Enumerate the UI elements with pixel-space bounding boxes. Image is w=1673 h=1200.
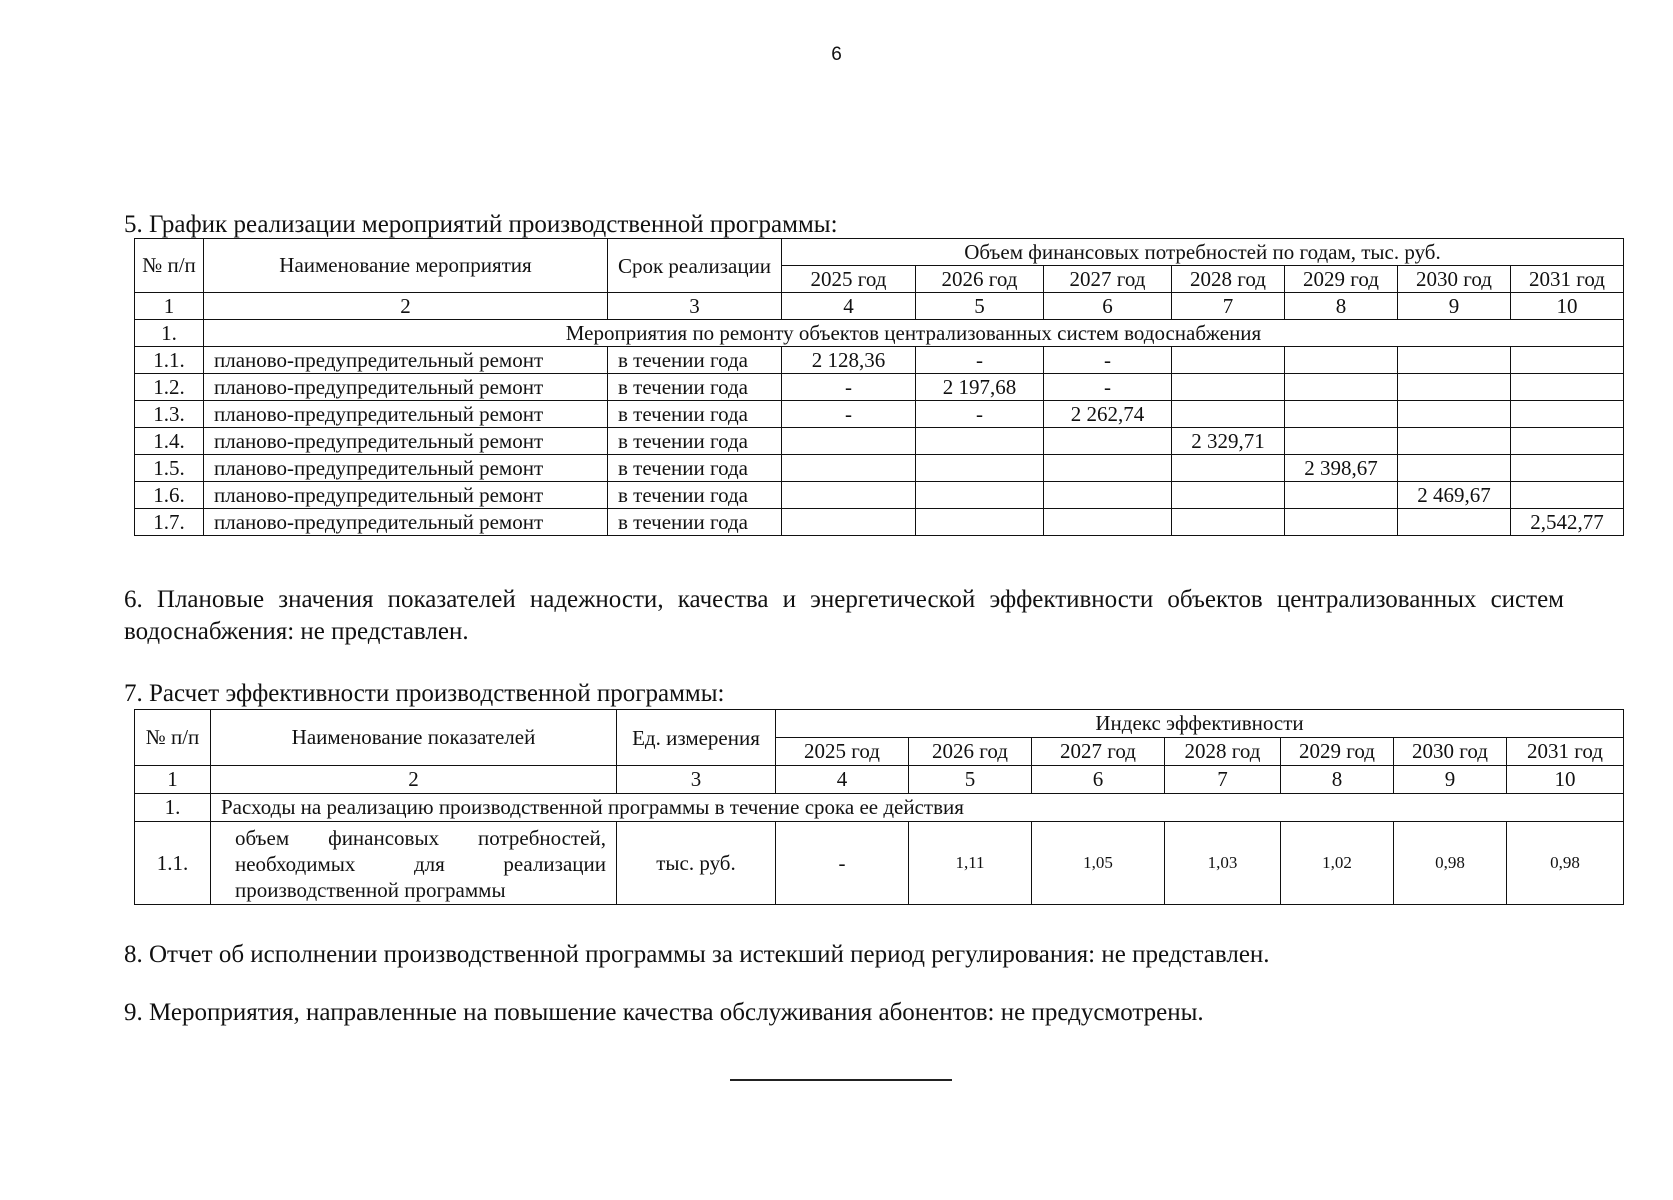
row-term: в течении года xyxy=(608,509,782,536)
row-num: 1.6. xyxy=(135,482,204,509)
group-title: Расходы на реализацию производственной программы в течение срока ее действия xyxy=(211,794,1624,822)
row-name: планово-предупредительный ремонт xyxy=(204,428,608,455)
header-year: 2028 год xyxy=(1172,266,1285,293)
row-name: планово-предупредительный ремонт xyxy=(204,509,608,536)
row-num: 1.3. xyxy=(135,401,204,428)
column-number: 2 xyxy=(211,766,617,794)
row-value: 2,542,77 xyxy=(1511,509,1624,536)
row-unit: тыс. руб. xyxy=(617,822,776,905)
header-name: Наименование мероприятия xyxy=(204,239,608,293)
header-year: 2030 год xyxy=(1398,266,1511,293)
row-value: 2 128,36 xyxy=(782,347,916,374)
row-term: в течении года xyxy=(608,482,782,509)
table-row xyxy=(135,428,1624,455)
header-year: 2027 год xyxy=(1044,266,1172,293)
column-number: 8 xyxy=(1281,766,1394,794)
header-year: 2025 год xyxy=(776,738,909,766)
row-value xyxy=(1398,509,1511,536)
group-row xyxy=(135,320,1624,347)
row-term: в течении года xyxy=(608,455,782,482)
column-number: 4 xyxy=(782,293,916,320)
header-year: 2025 год xyxy=(782,266,916,293)
row-value xyxy=(1511,482,1624,509)
row-value xyxy=(1172,401,1285,428)
row-value xyxy=(1511,455,1624,482)
row-num: 1.5. xyxy=(135,455,204,482)
group-num: 1. xyxy=(135,320,204,347)
table-row xyxy=(135,401,1624,428)
row-value xyxy=(1172,455,1285,482)
row-term: в течении года xyxy=(608,401,782,428)
row-value: 2 469,67 xyxy=(1398,482,1511,509)
group-title: Мероприятия по ремонту объектов централизованных систем водоснабжения xyxy=(204,320,1624,347)
section5-heading: 5. График реализации мероприятий производственной программы: xyxy=(124,211,838,238)
table-row xyxy=(135,822,1624,905)
header-unit: Ед. измерения xyxy=(617,710,776,766)
column-number: 10 xyxy=(1507,766,1624,794)
row-value: - xyxy=(1044,374,1172,401)
row-value xyxy=(1511,347,1624,374)
table-row xyxy=(135,374,1624,401)
row-value xyxy=(1044,482,1172,509)
header-year: 2031 год xyxy=(1511,266,1624,293)
header-term: Срок реализации xyxy=(608,239,782,293)
row-value: 1,02 xyxy=(1281,822,1394,905)
row-value xyxy=(1398,347,1511,374)
row-value xyxy=(1044,455,1172,482)
column-number: 9 xyxy=(1394,766,1507,794)
row-value xyxy=(1285,509,1398,536)
column-numbers-row xyxy=(135,766,1624,794)
row-value xyxy=(1511,374,1624,401)
row-value xyxy=(1044,509,1172,536)
row-term: в течении года xyxy=(608,347,782,374)
column-number: 4 xyxy=(776,766,909,794)
row-name: объем финансовых потребностей, необходимых для реализации производственной программы xyxy=(211,822,617,905)
column-number: 6 xyxy=(1032,766,1165,794)
row-value: 1,05 xyxy=(1032,822,1165,905)
header-group: Объем финансовых потребностей по годам, тыс. руб. xyxy=(782,239,1624,266)
column-number: 7 xyxy=(1172,293,1285,320)
row-term: в течении года xyxy=(608,428,782,455)
efficiency-table xyxy=(134,709,1624,905)
row-name: планово-предупредительный ремонт xyxy=(204,374,608,401)
row-value xyxy=(1044,428,1172,455)
row-value: - xyxy=(916,401,1044,428)
row-value: - xyxy=(776,822,909,905)
row-value xyxy=(1172,509,1285,536)
section8-text: 8. Отчет об исполнении производственной программы за истекший период регулирования: не представлен. xyxy=(124,941,1270,968)
row-num: 1.1. xyxy=(135,347,204,374)
row-name: планово-предупредительный ремонт xyxy=(204,401,608,428)
column-number: 5 xyxy=(916,293,1044,320)
section7-heading: 7. Расчет эффективности производственной программы: xyxy=(124,680,725,707)
row-value xyxy=(1398,401,1511,428)
row-value: 2 398,67 xyxy=(1285,455,1398,482)
header-num: № п/п xyxy=(135,710,211,766)
row-value: 2 329,71 xyxy=(1172,428,1285,455)
header-year: 2027 год xyxy=(1032,738,1165,766)
header-year: 2030 год xyxy=(1394,738,1507,766)
group-row xyxy=(135,794,1624,822)
column-number: 1 xyxy=(135,766,211,794)
row-num: 1.4. xyxy=(135,428,204,455)
column-number: 3 xyxy=(608,293,782,320)
end-separator-line xyxy=(730,1079,952,1081)
row-value: - xyxy=(916,347,1044,374)
row-value xyxy=(782,428,916,455)
row-value: - xyxy=(782,401,916,428)
table-row xyxy=(135,482,1624,509)
row-term: в течении года xyxy=(608,374,782,401)
header-name: Наименование показателей xyxy=(211,710,617,766)
row-value xyxy=(1511,401,1624,428)
row-value: 0,98 xyxy=(1507,822,1624,905)
row-value: - xyxy=(1044,347,1172,374)
row-value xyxy=(782,509,916,536)
row-value xyxy=(916,482,1044,509)
header-group: Индекс эффективности xyxy=(776,710,1624,738)
row-value xyxy=(1398,455,1511,482)
section6-text: 6. Плановые значения показателей надежности, качества и энергетической эффективности объектов централизованных систем водоснабжения: не представлен. xyxy=(124,586,1564,645)
column-numbers-row xyxy=(135,293,1624,320)
header-year: 2026 год xyxy=(909,738,1032,766)
row-value xyxy=(1285,347,1398,374)
row-value: 2 197,68 xyxy=(916,374,1044,401)
row-name: планово-предупредительный ремонт xyxy=(204,482,608,509)
column-number: 5 xyxy=(909,766,1032,794)
schedule-table xyxy=(134,238,1624,536)
row-value xyxy=(916,428,1044,455)
row-value xyxy=(1285,428,1398,455)
header-year: 2031 год xyxy=(1507,738,1624,766)
header-num: № п/п xyxy=(135,239,204,293)
row-value xyxy=(782,482,916,509)
header-year: 2028 год xyxy=(1165,738,1281,766)
row-value xyxy=(1285,482,1398,509)
row-value xyxy=(1285,374,1398,401)
row-value xyxy=(1398,374,1511,401)
row-value xyxy=(1172,374,1285,401)
row-value xyxy=(1398,428,1511,455)
row-name: планово-предупредительный ремонт xyxy=(204,455,608,482)
row-value xyxy=(1285,401,1398,428)
group-num: 1. xyxy=(135,794,211,822)
column-number: 1 xyxy=(135,293,204,320)
page-number: 6 xyxy=(831,44,842,65)
header-year: 2029 год xyxy=(1281,738,1394,766)
row-value xyxy=(1172,347,1285,374)
column-number: 3 xyxy=(617,766,776,794)
table-row xyxy=(135,455,1624,482)
table-row xyxy=(135,347,1624,374)
row-value: 2 262,74 xyxy=(1044,401,1172,428)
section9-text: 9. Мероприятия, направленные на повышение качества обслуживания абонентов: не предусмотрены. xyxy=(124,999,1204,1026)
row-value: 0,98 xyxy=(1394,822,1507,905)
row-num: 1.7. xyxy=(135,509,204,536)
header-year: 2029 год xyxy=(1285,266,1398,293)
row-value xyxy=(1511,428,1624,455)
row-value: - xyxy=(782,374,916,401)
row-value: 1,03 xyxy=(1165,822,1281,905)
column-number: 9 xyxy=(1398,293,1511,320)
row-value: 1,11 xyxy=(909,822,1032,905)
row-value xyxy=(1172,482,1285,509)
row-value xyxy=(916,455,1044,482)
column-number: 10 xyxy=(1511,293,1624,320)
column-number: 8 xyxy=(1285,293,1398,320)
row-name: планово-предупредительный ремонт xyxy=(204,347,608,374)
column-number: 6 xyxy=(1044,293,1172,320)
column-number: 2 xyxy=(204,293,608,320)
row-value xyxy=(916,509,1044,536)
column-number: 7 xyxy=(1165,766,1281,794)
row-num: 1.2. xyxy=(135,374,204,401)
row-value xyxy=(782,455,916,482)
header-year: 2026 год xyxy=(916,266,1044,293)
row-num: 1.1. xyxy=(135,822,211,905)
table-row xyxy=(135,509,1624,536)
